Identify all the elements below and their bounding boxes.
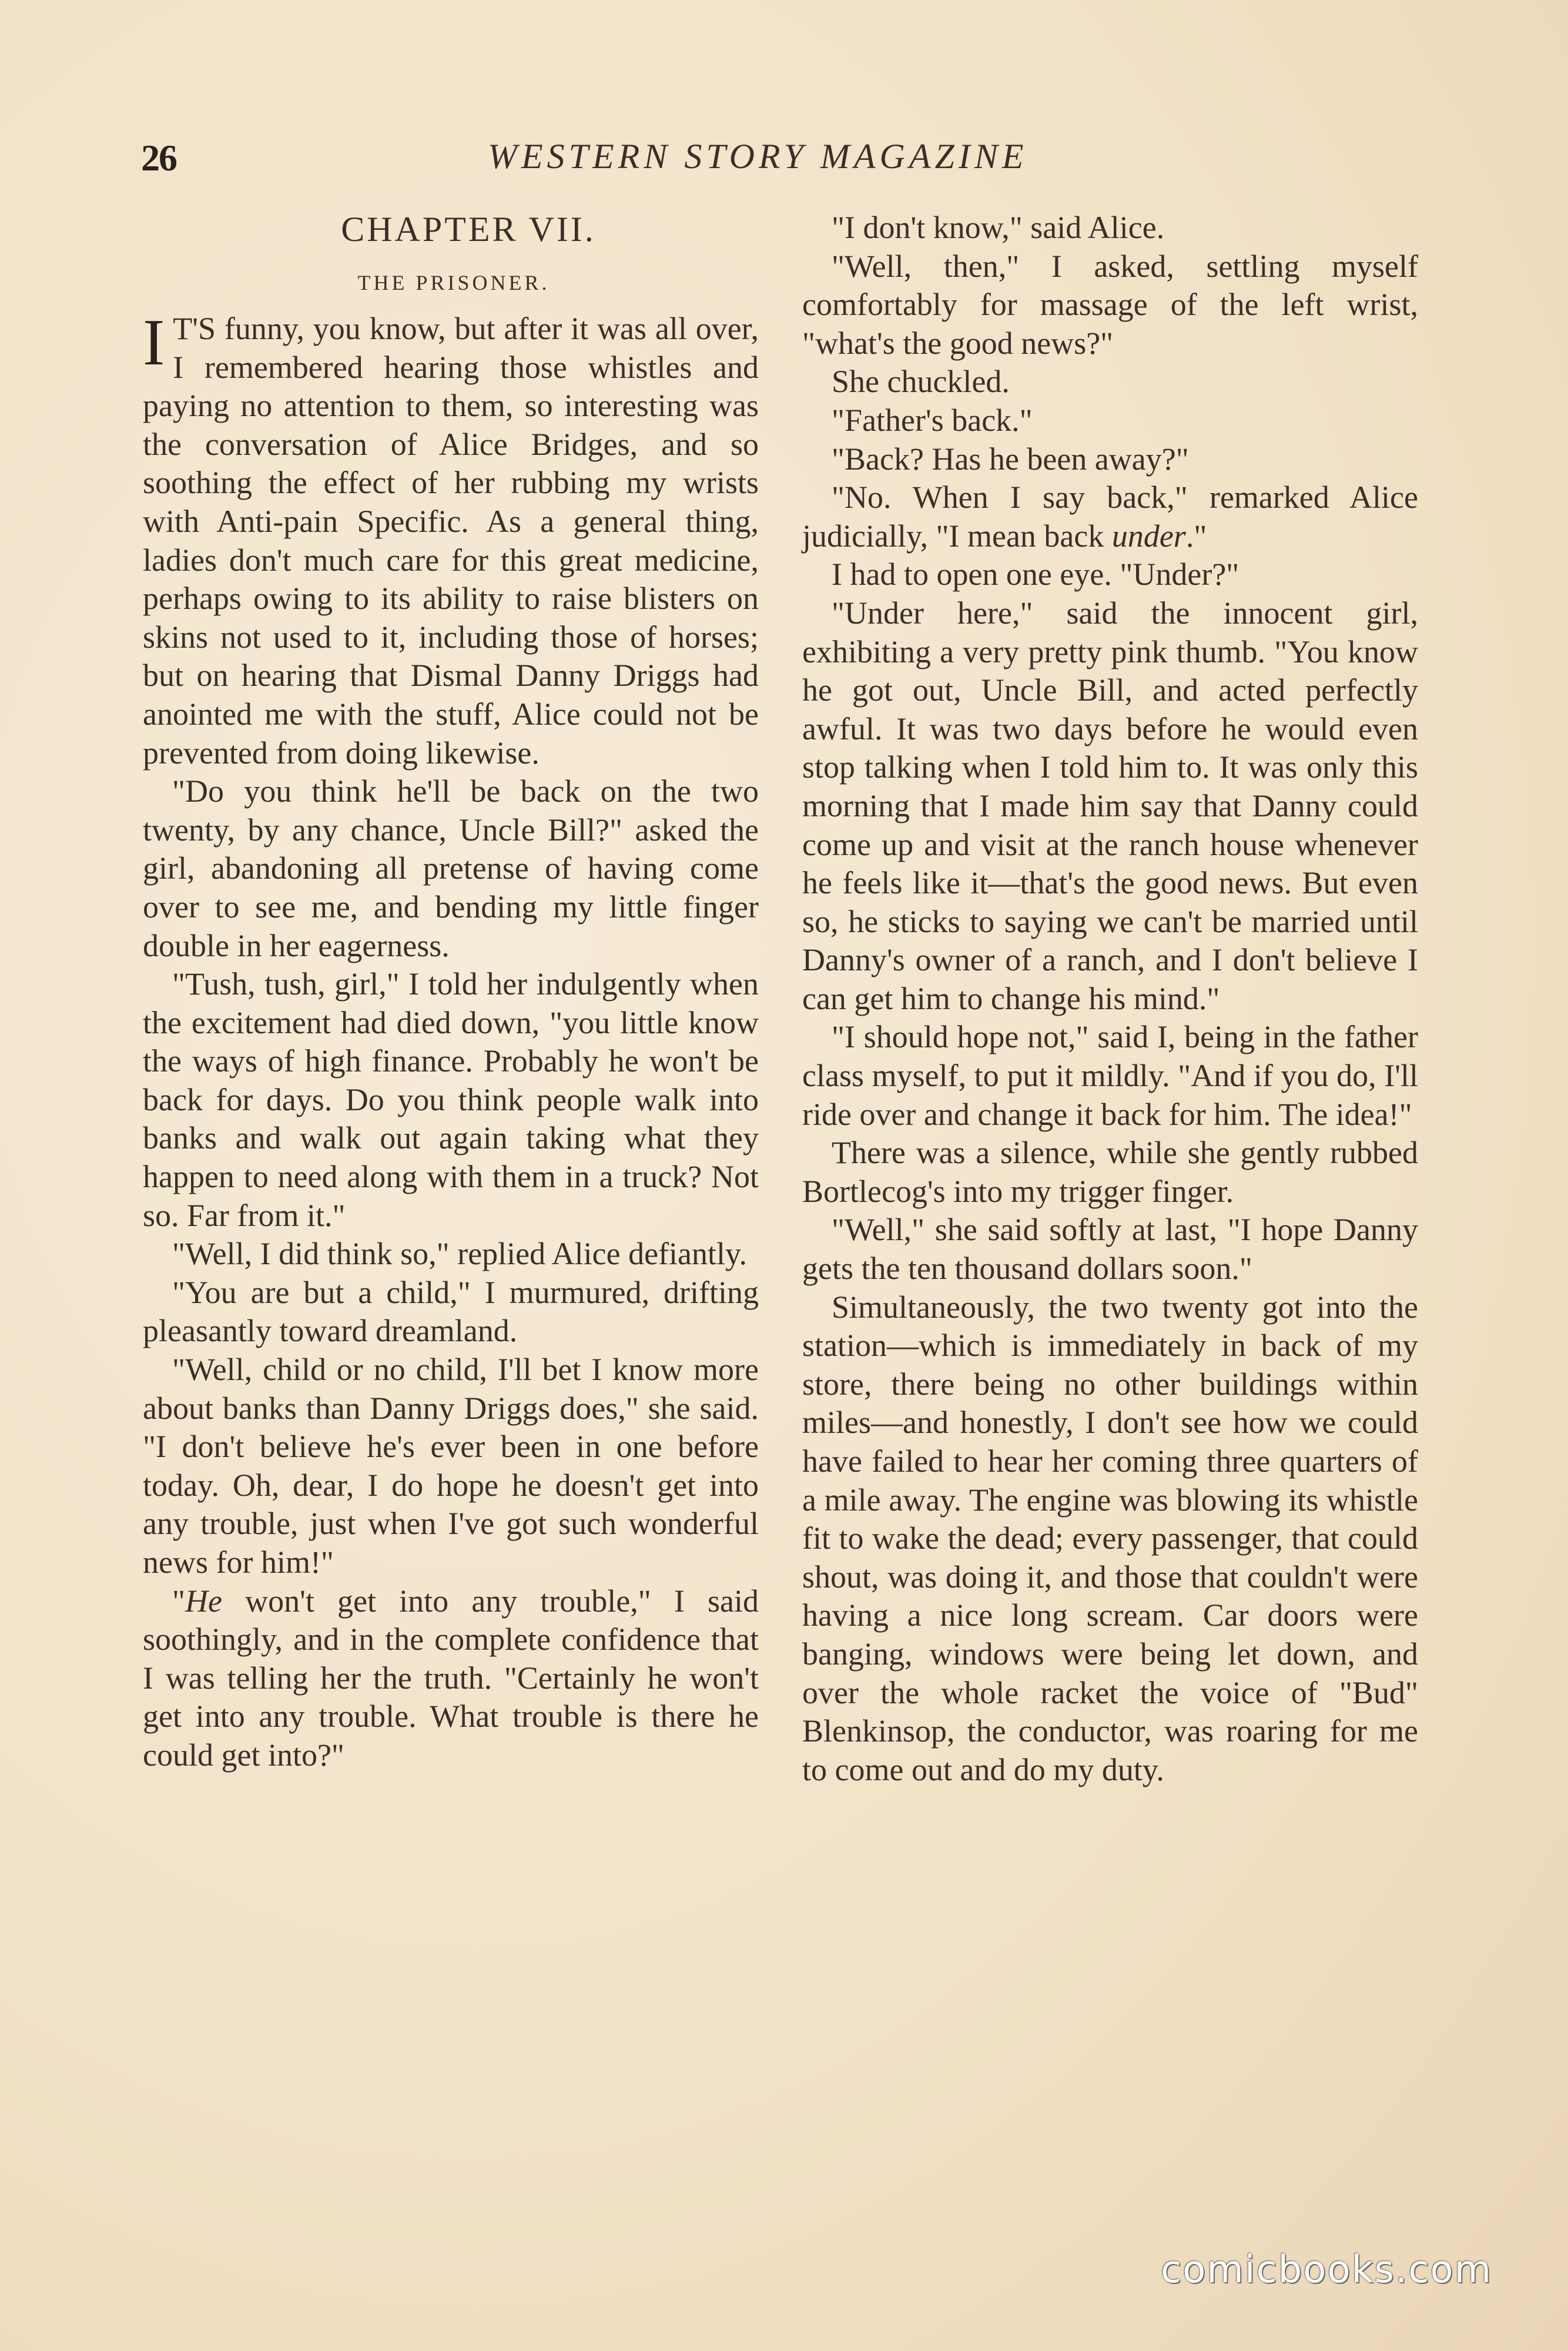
paragraph: "Father's back." [832, 402, 1033, 438]
italic-text: He [185, 1583, 223, 1619]
paragraph: She chuckled. [832, 364, 1010, 400]
paragraph [802, 478, 1418, 555]
paragraph: "You are but a child," I murmured, drifting pleasantly toward dreamland. [143, 1274, 759, 1349]
chapter-title: CHAPTER VII. [341, 210, 596, 249]
paragraph-text: ." [1185, 518, 1207, 554]
paragraph-text: won't get into any trouble," I said soothingly, and in the complete confidence that I was telling her the truth. "Certainly he won't get into any trouble. What trouble is there he could get into?" [143, 1583, 759, 1773]
paragraph: There was a silence, while she gently rubbed Bortlecog's into my trigger finger. [802, 1135, 1418, 1209]
right-column [802, 209, 1418, 1789]
chapter-subtitle: THE PRISONER. [357, 271, 550, 294]
paragraph: "Do you think he'll be back on the two twenty, by any chance, Uncle Bill?" asked the girl, abandoning all pretense of having come over to see me, and bending my little finger double in her eagerness. [143, 773, 759, 963]
paragraph: "Well, then," I asked, settling myself comfortably for massage of the left wrist, "what's the good news?" [802, 248, 1418, 361]
paragraph: "Back? Has he been away?" [832, 441, 1189, 477]
paragraph: Simultaneously, the two twenty got into the station—which is immediately in back of my store, there being no other buildings within miles—and honestly, I don't see how we could have failed to hear her coming three quarters of a mile away. The engine was blowing its whistle fit to wake the dead; every passenger, that could shout, was doing it, and those that couldn't were having a nice long scream. Car doors were banging, windows were being let down, and over the whole racket the voice of "Bud" Blenkinsop, the conductor, was roaring for me to come out and do my duty. [802, 1289, 1418, 1787]
paragraph [143, 1582, 759, 1775]
drop-cap: I [143, 306, 165, 379]
paragraph: "I don't know," said Alice. [832, 210, 1165, 245]
paragraph: "Well, child or no child, I'll bet I know more about banks than Danny Driggs does," she said. "I don't believe he's ever been in one before today. Oh, dear, I do hope he doesn't get into any trouble, just when I've got such wonderful news for him!" [143, 1352, 759, 1580]
paragraph-text: " [172, 1583, 186, 1619]
paragraph [143, 306, 759, 772]
paragraph-text: T'S funny, you know, but after it was all over, I remembered hearing those whistles and paying no attention to them, so interesting was the conversation of Alice Bridges, and so soothing the effect of her rubbing my wrists with Anti-pain Specific. As a general thing, ladies don't much care for this great medicine, perhaps owing to its ability to raise blisters on skins not used to it, including those of horses; but on hearing that Dismal Danny Driggs had anointed me with the stuff, Alice could not be prevented from doing likewise. [143, 311, 759, 771]
paragraph: "Well, I did think so," replied Alice defiantly. [172, 1236, 748, 1272]
running-head: WESTERN STORY MAGAZINE [488, 137, 1028, 176]
page-number: 26 [141, 137, 176, 179]
paragraph: "Tush, tush, girl," I told her indulgently when the excitement had died down, "you little know the ways of high finance. Probably he won't be back for days. Do you think people walk into banks and walk out again taking what they happen to need along with them in a truck? Not so. Far from it." [143, 966, 759, 1233]
paragraph-text: "No. When I say back," remarked Alice judicially, "I mean back [802, 480, 1418, 554]
paragraph: "I should hope not," said I, being in the father class myself, to put it mildly. "And if you do, I'll ride over and change it back for him. The idea!" [802, 1019, 1418, 1132]
italic-text: under [1111, 518, 1186, 554]
paragraph: I had to open one eye. "Under?" [832, 557, 1239, 592]
paragraph: "Under here," said the innocent girl, exhibiting a very pretty pink thumb. "You know he got out, Uncle Bill, and acted perfectly awful. It was two days before he would even stop talking when I told him to. It was only this morning that I made him say that Danny could come up and visit at the ranch house whenever he feels like it—that's the good news. But even so, he sticks to saying we can't be married until Danny's owner of a ranch, and I don't believe I can get him to change his mind." [802, 595, 1418, 1016]
paragraph: "Well," she said softly at last, "I hope Danny gets the ten thousand dollars soon." [802, 1212, 1418, 1287]
left-column [143, 209, 759, 1775]
watermark: comicbooks.com [1161, 2248, 1493, 2292]
